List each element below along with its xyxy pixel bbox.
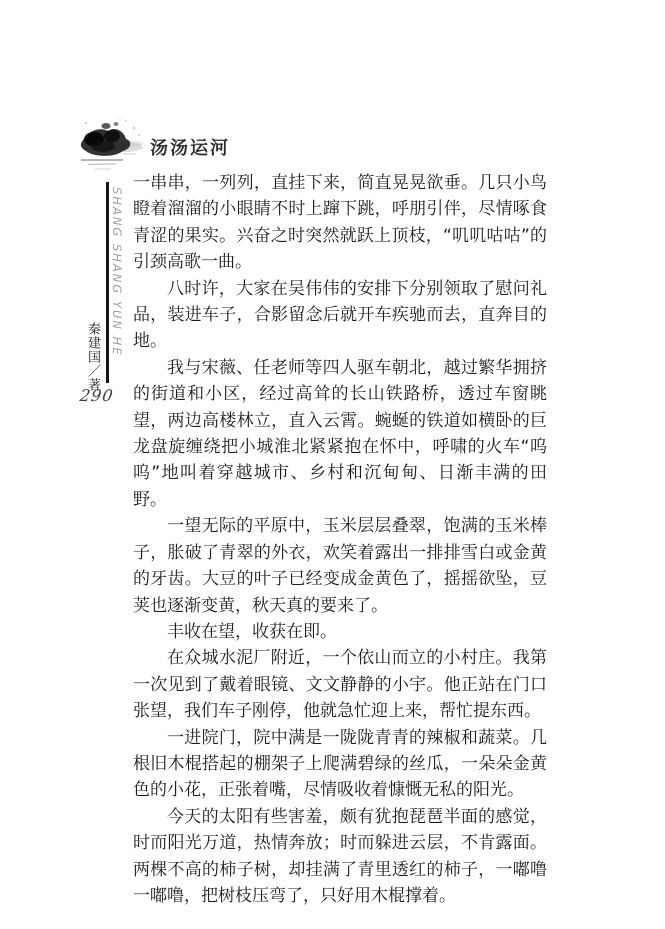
body-paragraph: 在众城水泥厂附近，一个依山而立的小村庄。我第一次见到了戴着眼镜、文文静静的小宇。他正站在门口张望，我们车子刚停，他就急忙迎上来，帮忙提东西。 bbox=[133, 648, 547, 722]
body-paragraph: 一望无际的平原中，玉米层层叠翠，饱满的玉米棒子，胀破了青翠的外衣，欢笑着露出一排排雪白或金黄的牙齿。大豆的叶子已经变成金黄色了，摇摇欲坠，豆荚也逐渐变黄，秋天真的要来了。 bbox=[133, 516, 547, 616]
body-paragraph: 一串串，一列列，直挂下来，简直晃晃欲垂。几只小鸟瞪着溜溜的小眼睛不时上蹿下跳，呼朋引伴，尽情啄食青涩的果实。兴奋之时突然就跃上顶枝，“叽叽咕咕”的引颈高歌一曲。 bbox=[133, 173, 547, 273]
author-name: 秦建国／著 bbox=[85, 322, 100, 392]
body-paragraph: 丰收在望，收获在即。 bbox=[167, 621, 337, 642]
body-text bbox=[133, 170, 547, 909]
chapter-title: 汤汤运河 bbox=[150, 138, 230, 159]
series-romanized-title: SHANG SHANG YUN HE bbox=[110, 187, 124, 357]
body-paragraph: 今天的太阳有些害羞，颇有犹抱琵琶半面的感觉，时而阳光万道，热情奔放；时而躲进云层，不肯露面。两棵不高的柿子树，却挂满了青里透红的柿子，一嘟噜一嘟噜，把树枝压弯了，只好用木棍撑着。 bbox=[133, 806, 547, 906]
body-paragraph: 我与宋薇、任老师等四人驱车朝北，越过繁华拥挤的街道和小区，经过高耸的长山铁路桥，透过车窗眺望，两边高楼林立，直入云霄。蜿蜒的铁道如横卧的巨龙盘旋缠绕把小城淮北紧紧抱在怀中，呼啸的火车“呜呜”地叫着穿越城市、乡村和沉甸甸、日渐丰满的田野。 bbox=[133, 357, 547, 510]
page-number: 290 bbox=[78, 386, 115, 405]
sidebar-vertical-rule bbox=[106, 182, 109, 383]
body-paragraph: 一进院门，院中满是一陇陇青青的辣椒和蔬菜。几根旧木棍搭起的棚架子上爬满碧绿的丝瓜，一朵朵金黄色的小花，正张着嘴，尽情吸收着慷慨无私的阳光。 bbox=[133, 727, 547, 801]
ink-wash-painting-icon bbox=[76, 116, 150, 176]
body-paragraph: 八时许，大家在吴伟伟的安排下分别领取了慰问礼品，装进车子，合影留念后就开车疾驰而去，直奔目的地。 bbox=[133, 278, 547, 352]
